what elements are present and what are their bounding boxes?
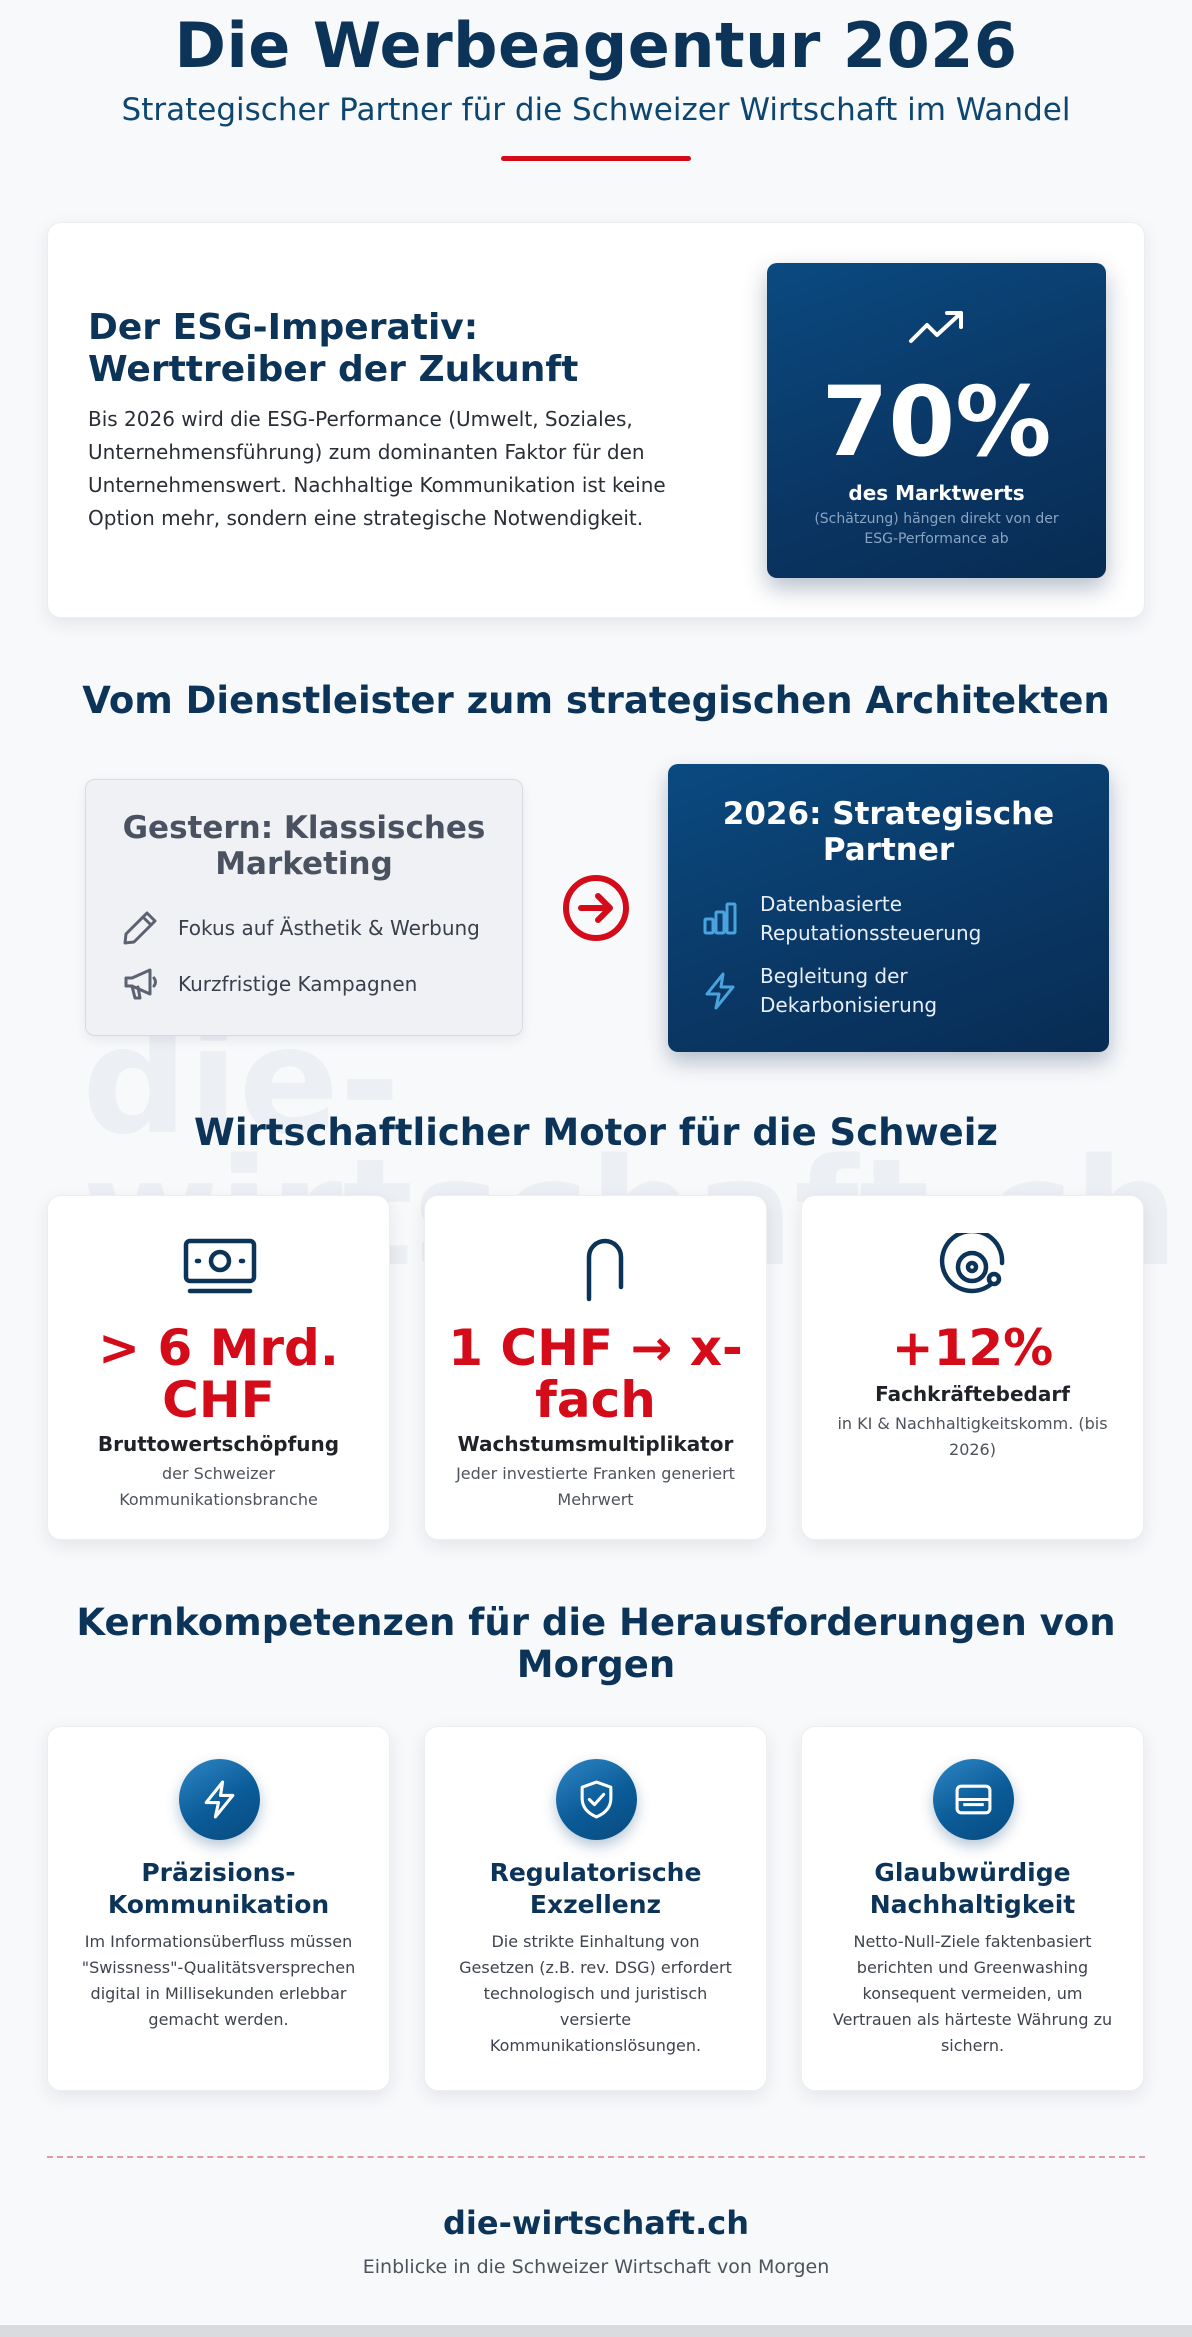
esg-text: Bis 2026 wird die ESG-Performance (Umwelt, Soziales, Unternehmensführung) zum dominanten Faktor für den Unternehmenswert. Nachhaltige Kommunikation ist keine Option mehr, sondern eine strategische Notwendigkeit. [88, 407, 666, 530]
new-item-label: Datenbasierte Reputationssteuerung [760, 892, 982, 945]
competency-card-regulatory [424, 1726, 767, 2091]
old-item-label: Kurzfristige Kampagnen [178, 972, 418, 996]
new-item-decarbonisation [700, 962, 1020, 1020]
footer-brand: die-wirtschaft.ch [443, 2204, 749, 2242]
competency-title: Präzisions-Kommunikation [107, 1858, 330, 1919]
wallet-icon [953, 1779, 994, 1820]
old-item-aesthetics [120, 908, 480, 948]
stat-label: Bruttowertschöpfung [97, 1432, 340, 1456]
pencil-icon [120, 908, 160, 948]
shield-check-icon [576, 1779, 617, 1820]
shift-section-title: Vom Dienstleister zum strategischen Architekten [82, 679, 1110, 722]
stat-desc: Jeder investierte Franken generiert Mehrwert [456, 1464, 735, 1509]
new-item-label: Begleitung der Dekarbonisierung [760, 964, 938, 1017]
strategic-partner-card [668, 764, 1109, 1052]
economy-section-title: Wirtschaftlicher Motor für die Schweiz [194, 1111, 998, 1154]
old-marketing-card [85, 779, 523, 1036]
trending-up-icon [907, 307, 967, 347]
competency-title: Glaubwürdige Nachhaltigkeit [869, 1858, 1076, 1919]
strategic-partner-title: 2026: Strategische Partner [722, 796, 1055, 868]
banknote-icon [182, 1233, 258, 1303]
arrow-right-circle-icon [561, 873, 631, 943]
footer-tagline: Einblicke in die Schweizer Wirtschaft von Morgen [362, 2256, 830, 2278]
competencies-section-title: Kernkompetenzen für die Herausforderungen von Morgen [76, 1601, 1116, 1686]
kpi-box [767, 263, 1106, 578]
footer-divider [47, 2156, 1145, 2158]
bar-chart-icon [700, 899, 740, 939]
lightning-icon [700, 971, 740, 1011]
stat-label: Wachstumsmultiplikator [457, 1432, 734, 1456]
competency-card-precision [47, 1726, 390, 2091]
page-title: Die Werbeagentur 2026 [174, 9, 1018, 82]
competency-card-sustainability [801, 1726, 1144, 2091]
target-icon [936, 1233, 1012, 1303]
stat-desc: in KI & Nachhaltigkeitskomm. (bis 2026) [837, 1414, 1108, 1459]
kpi-value: 70% [821, 366, 1052, 478]
stat-card-skilled-workers [801, 1195, 1144, 1540]
stat-value: > 6 Mrd. CHF [98, 1319, 339, 1429]
stat-card-value-added [47, 1195, 390, 1540]
competency-desc: Netto-Null-Ziele faktenbasiert berichten und Greenwashing konsequent vermeiden, um Vertrauen als härteste Währung zu sichern. [832, 1932, 1113, 2055]
lightning-icon [199, 1779, 240, 1820]
growth-arc-icon [559, 1233, 635, 1303]
old-marketing-title: Gestern: Klassisches Marketing [122, 810, 486, 882]
stat-value: 1 CHF → x-fach [448, 1319, 743, 1429]
competency-icon-badge [179, 1759, 260, 1840]
stat-value: +12% [891, 1319, 1054, 1377]
esg-card [47, 222, 1145, 618]
esg-heading: Der ESG-Imperativ: Werttreiber der Zukunft [88, 307, 579, 390]
competency-desc: Im Informationsüberfluss müssen "Swissness"-Qualitätsversprechen digital in Millisekunden erlebbar gemacht werden. [81, 1932, 356, 2029]
stat-desc: der Schweizer Kommunikationsbranche [119, 1464, 318, 1509]
title-underline [501, 156, 691, 161]
stat-label: Fachkräftebedarf [875, 1382, 1070, 1406]
header [0, 0, 1192, 161]
kpi-note: (Schätzung) hängen direkt von der ESG-Performance ab [814, 511, 1059, 547]
megaphone-icon [120, 964, 160, 1004]
competency-icon-badge [933, 1759, 1014, 1840]
competency-icon-badge [556, 1759, 637, 1840]
page-subtitle: Strategischer Partner für die Schweizer Wirtschaft im Wandel [121, 92, 1071, 128]
old-item-label: Fokus auf Ästhetik & Werbung [178, 916, 480, 940]
stat-card-multiplier [424, 1195, 767, 1540]
competency-desc: Die strikte Einhaltung von Gesetzen (z.B. rev. DSG) erfordert technologisch und juristisch versierte Kommunikationslösungen. [459, 1932, 732, 2055]
new-item-reputation [700, 890, 1020, 948]
competency-title: Regulatorische Exzellenz [489, 1858, 702, 1919]
kpi-label: des Marktwerts [848, 481, 1025, 505]
old-item-campaigns [120, 964, 417, 1004]
